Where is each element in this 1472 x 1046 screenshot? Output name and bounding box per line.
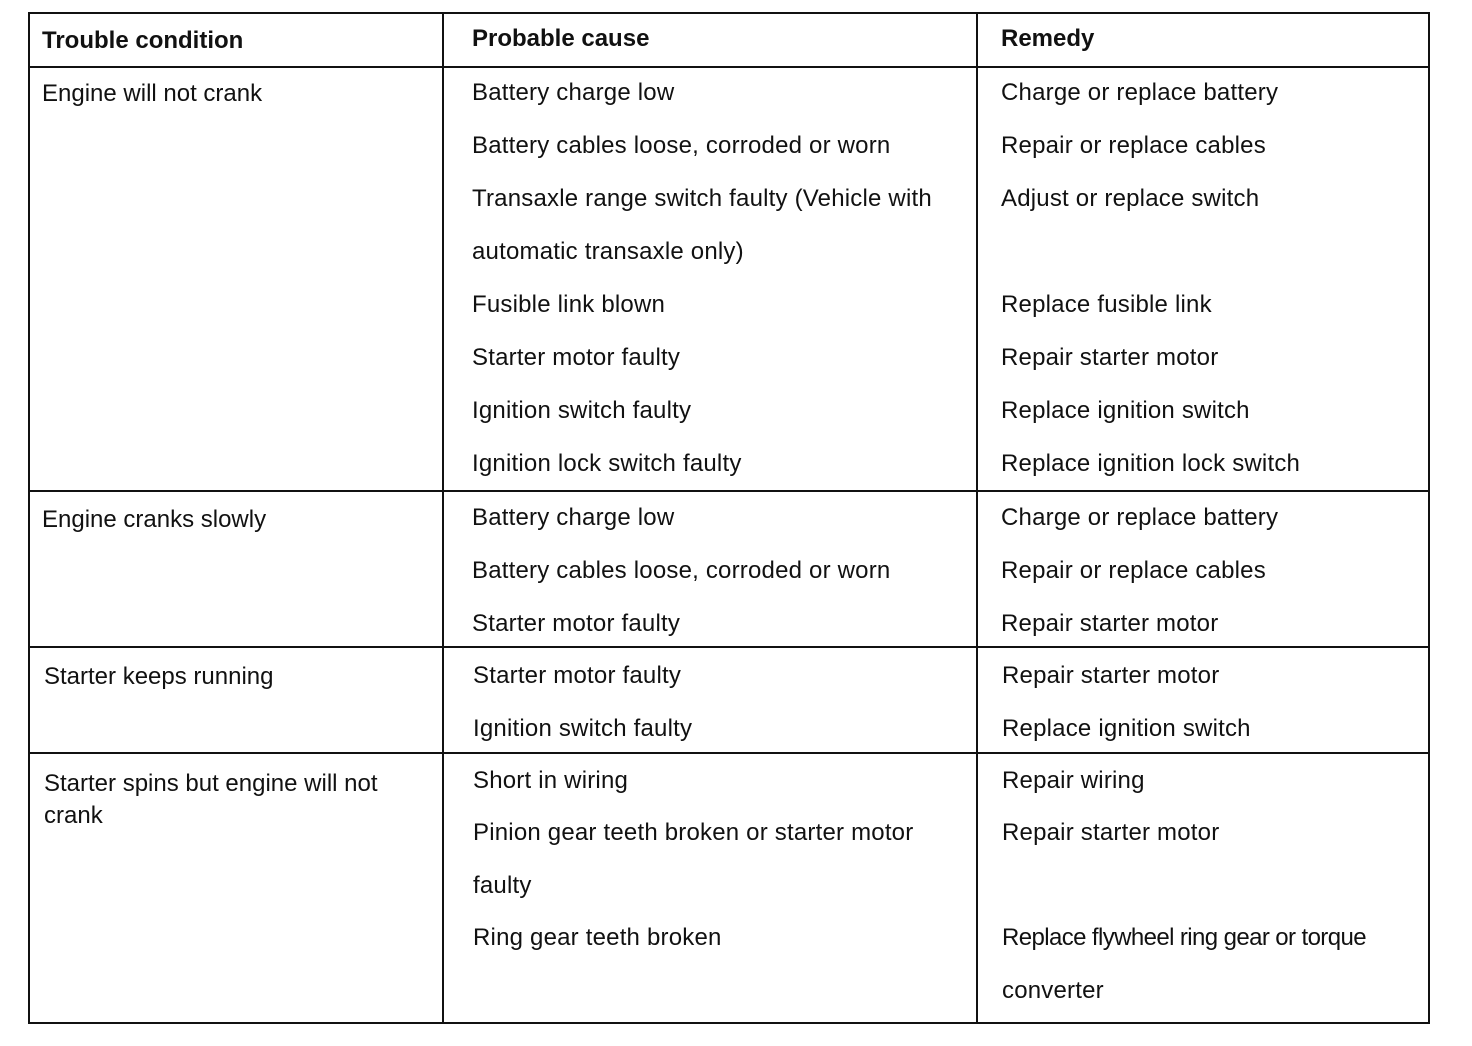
cause-row: Ignition switch faulty (473, 715, 693, 742)
remedy-row: Repair starter motor (1001, 610, 1219, 637)
cause-row: Starter motor faulty (472, 344, 681, 371)
remedy-row: Replace ignition switch (1001, 397, 1250, 424)
header-remedy: Remedy (1001, 25, 1095, 52)
cause-row: Ring gear teeth broken (473, 924, 722, 951)
condition-engine-will-not-crank: Engine will not crank (42, 80, 263, 107)
column-divider-2 (976, 14, 978, 1022)
column-divider-1 (442, 14, 444, 1022)
remedy-row: Repair starter motor (1001, 344, 1219, 371)
remedy-row: Repair starter motor (1002, 819, 1220, 846)
header-probable-cause: Probable cause (472, 25, 650, 52)
cause-row: automatic transaxle only) (472, 238, 744, 265)
cause-row: Battery charge low (472, 79, 675, 106)
troubleshooting-table (28, 12, 1430, 1024)
cause-row: Starter motor faulty (472, 610, 681, 637)
remedy-row: Repair or replace cables (1001, 132, 1266, 159)
remedy-row: Repair starter motor (1002, 662, 1220, 689)
remedy-row: Replace flywheel ring gear or torque (1002, 924, 1366, 951)
cause-row: Ignition switch faulty (472, 397, 692, 424)
remedy-row: Repair or replace cables (1001, 557, 1266, 584)
remedy-row: Replace ignition lock switch (1001, 450, 1301, 477)
condition-starter-keeps-running: Starter keeps running (44, 663, 274, 690)
header-trouble-condition: Trouble condition (42, 27, 244, 54)
cause-row: Transaxle range switch faulty (Vehicle with (472, 185, 932, 212)
cause-row: Fusible link blown (472, 291, 666, 318)
condition-starter-spins-engine-will-not-crank: Starter spins but engine will not crank (44, 770, 378, 829)
cause-row: Battery cables loose, corroded or worn (472, 132, 891, 159)
cause-row: Ignition lock switch faulty (472, 450, 742, 477)
cause-row: Battery cables loose, corroded or worn (472, 557, 891, 584)
remedy-row: Replace ignition switch (1002, 715, 1251, 742)
remedy-row: converter (1002, 977, 1104, 1004)
cause-row: Pinion gear teeth broken or starter motor (473, 819, 914, 846)
condition-engine-cranks-slowly: Engine cranks slowly (42, 506, 267, 533)
cause-row: Starter motor faulty (473, 662, 682, 689)
cause-row: faulty (473, 872, 532, 899)
remedy-row: Repair wiring (1002, 767, 1145, 794)
remedy-row: Charge or replace battery (1001, 79, 1279, 106)
remedy-row: Replace fusible link (1001, 291, 1212, 318)
cause-row: Short in wiring (473, 767, 629, 794)
cause-row: Battery charge low (472, 504, 675, 531)
remedy-row: Adjust or replace switch (1001, 185, 1260, 212)
remedy-row: Charge or replace battery (1001, 504, 1279, 531)
